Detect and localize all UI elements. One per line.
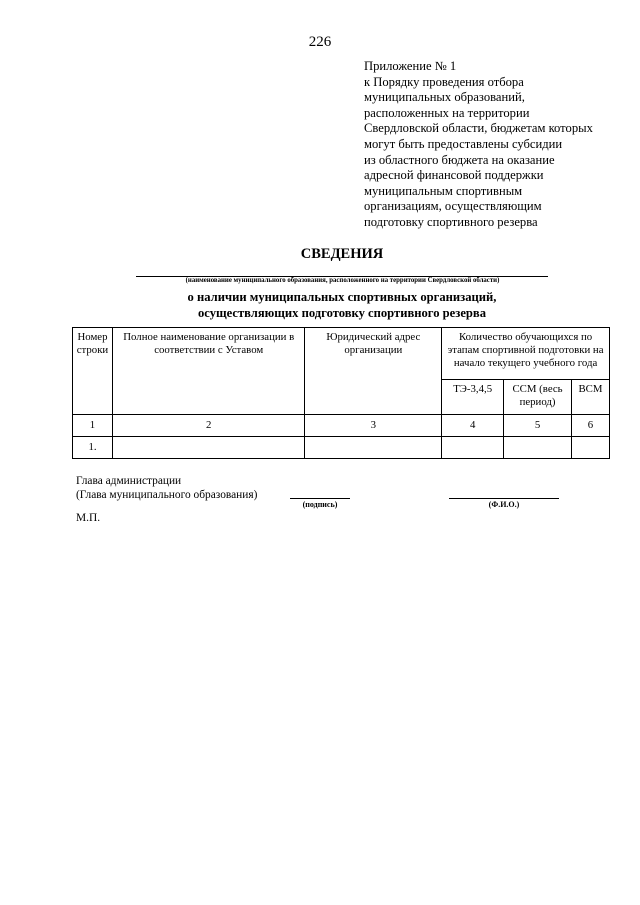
header-ssm: ССМ (весь период) [504, 380, 572, 415]
subtitle-line: о наличии муниципальных спортивных организаций, [187, 290, 497, 304]
subtitle-line: осуществляющих подготовку спортивного резерва [197, 306, 487, 320]
document-title: СВЕДЕНИЯ [300, 246, 384, 262]
signatory-title: Глава администрации [76, 475, 182, 487]
signatory-subtitle: (Глава муниципального образования) [76, 489, 258, 501]
vsm-cell [572, 437, 610, 459]
column-number: 2 [112, 415, 304, 437]
header-legal-address: Юридический адрес организации [305, 328, 442, 415]
full-name-cell [112, 437, 304, 459]
header-trainees: Количество обучающихся по этапам спортивной подготовки на начало текущего учебного года [442, 328, 610, 380]
header-te: ТЭ-3,4,5 [442, 380, 504, 415]
municipality-name-caption: (наименование муниципального образования, расположенного на территории Свердловской области) [185, 277, 500, 284]
page-number: 226 [308, 34, 332, 50]
full-name-caption: (Ф.И.О.) [488, 500, 520, 509]
signature-caption: (подпись) [302, 500, 338, 509]
column-number: 4 [442, 415, 504, 437]
appendix-line: организациям, осуществляющим [364, 199, 542, 214]
full-name-line [449, 498, 559, 499]
appendix-line: могут быть предоставлены субсидии [364, 136, 563, 151]
row-number-cell: 1. [73, 437, 113, 459]
column-number: 3 [305, 415, 442, 437]
appendix-line: к Порядку проведения отбора [364, 74, 524, 89]
column-number: 5 [504, 415, 572, 437]
document-subtitle [0, 289, 640, 321]
table-row [73, 437, 610, 459]
signature-line [290, 498, 350, 499]
appendix-line: муниципальным спортивным [364, 183, 523, 198]
header-row-number: Номер строки [73, 328, 113, 415]
appendix-block [364, 59, 624, 231]
column-number: 6 [572, 415, 610, 437]
te-cell [442, 437, 504, 459]
appendix-line: адресной финансовой поддержки [364, 168, 544, 183]
appendix-line: Свердловской области, бюджетам которых [364, 121, 593, 136]
appendix-line: Приложение № 1 [364, 59, 457, 73]
appendix-line: расположенных на территории [364, 105, 530, 120]
header-full-name: Полное наименование организации в соответствии с Уставом [112, 328, 304, 415]
stamp-place: М.П. [76, 512, 101, 524]
organizations-table [72, 327, 610, 459]
appendix-line: из областного бюджета на оказание [364, 152, 555, 167]
header-vsm: ВСМ [572, 380, 610, 415]
appendix-line: подготовку спортивного резерва [364, 214, 538, 229]
signatory-block [76, 474, 257, 502]
appendix-line: муниципальных образований, [364, 90, 525, 105]
ssm-cell [504, 437, 572, 459]
legal-address-cell [305, 437, 442, 459]
column-number: 1 [73, 415, 113, 437]
